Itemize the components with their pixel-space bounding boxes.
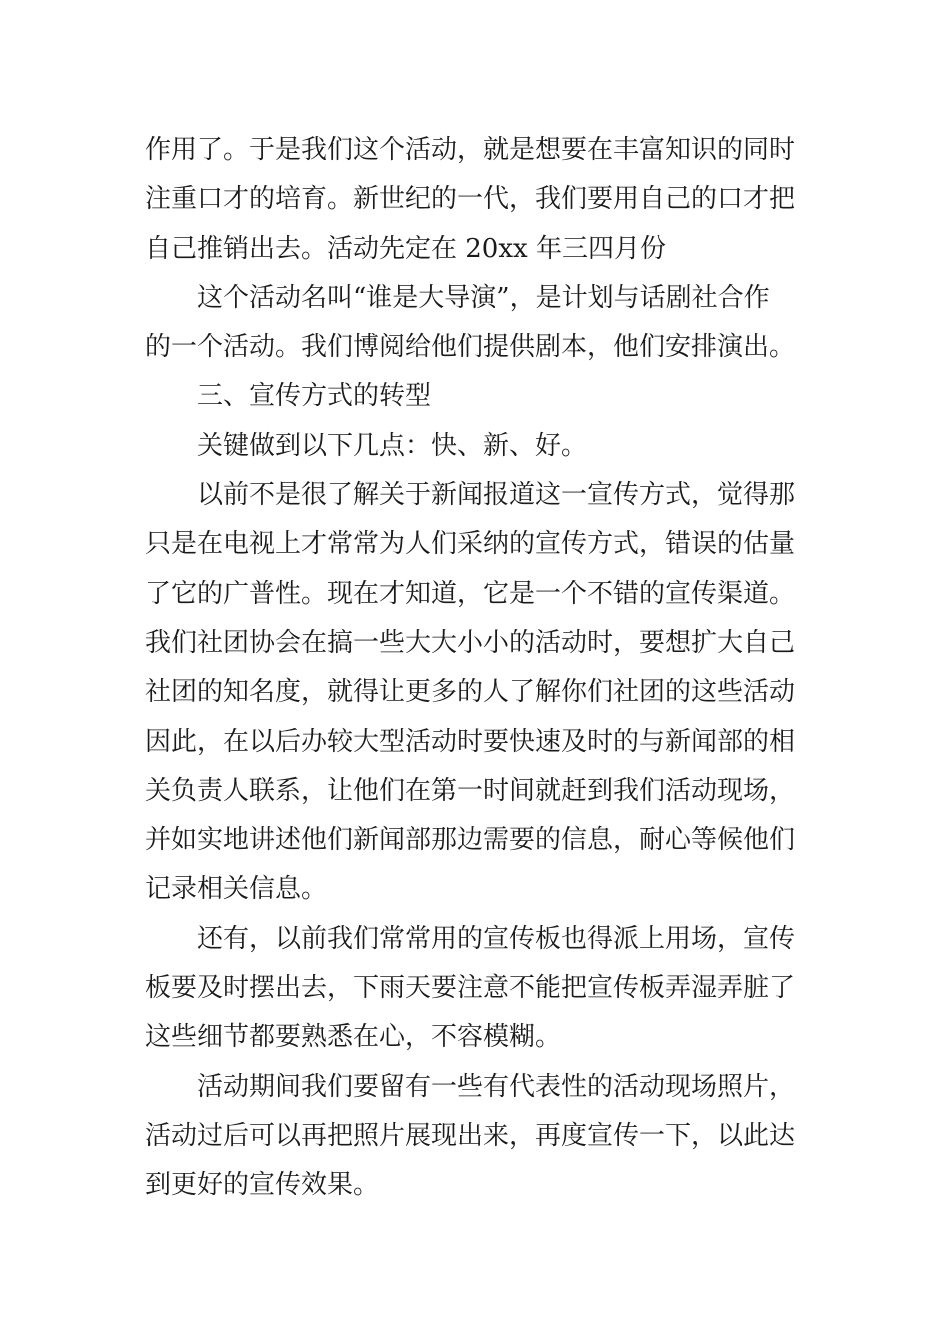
text-line: 自己推销出去。活动先定在 20xx 年三四月份 xyxy=(145,233,666,264)
text-line: 并如实地讲述他们新闻部那边需要的信息，耐心等候他们 xyxy=(145,825,796,856)
text-line: 因此，在以后办较大型活动时要快速及时的与新闻部的相 xyxy=(145,726,796,757)
document-body xyxy=(145,126,810,1211)
paragraph-first-line: 活动期间我们要留有一些有代表性的活动现场照片， xyxy=(197,1071,796,1102)
section-heading: 三、宣传方式的转型 xyxy=(197,381,432,412)
paragraph-first-line: 这个活动名叫“谁是大导演”，是计划与话剧社合作 xyxy=(197,282,770,313)
text-line: 板要及时摆出去，下雨天要注意不能把宣传板弄湿弄脏了 xyxy=(145,973,796,1004)
text-line: 这些细节都要熟悉在心，不容模糊。 xyxy=(145,1022,562,1053)
text-line: 活动过后可以再把照片展现出来，再度宣传一下，以此达 xyxy=(145,1120,796,1151)
text-line: 记录相关信息。 xyxy=(145,874,328,905)
paragraph-first-line: 还有，以前我们常常用的宣传板也得派上用场，宣传 xyxy=(197,923,796,954)
text-line: 只是在电视上才常常为人们采纳的宣传方式，错误的估量 xyxy=(145,529,796,560)
text-line: 的一个活动。我们博阅给他们提供剧本，他们安排演出。 xyxy=(145,332,796,363)
text-line: 我们社团协会在搞一些大大小小的活动时，要想扩大自己 xyxy=(145,627,796,658)
text-line: 了它的广普性。现在才知道，它是一个不错的宣传渠道。 xyxy=(145,578,796,609)
text-line: 到更好的宣传效果。 xyxy=(145,1170,380,1201)
paragraph-first-line: 以前不是很了解关于新闻报道这一宣传方式，觉得那 xyxy=(197,480,796,511)
text-line: 关负责人联系，让他们在第一时间就赶到我们活动现场， xyxy=(145,775,796,806)
text-line: 作用了。于是我们这个活动，就是想要在丰富知识的同时 xyxy=(145,135,796,165)
text-line: 注重口才的培育。新世纪的一代，我们要用自己的口才把 xyxy=(145,184,796,215)
text-line: 社团的知名度，就得让更多的人了解你们社团的这些活动 xyxy=(145,677,796,708)
paragraph-first-line: 关键做到以下几点：快、新、好。 xyxy=(197,430,588,461)
